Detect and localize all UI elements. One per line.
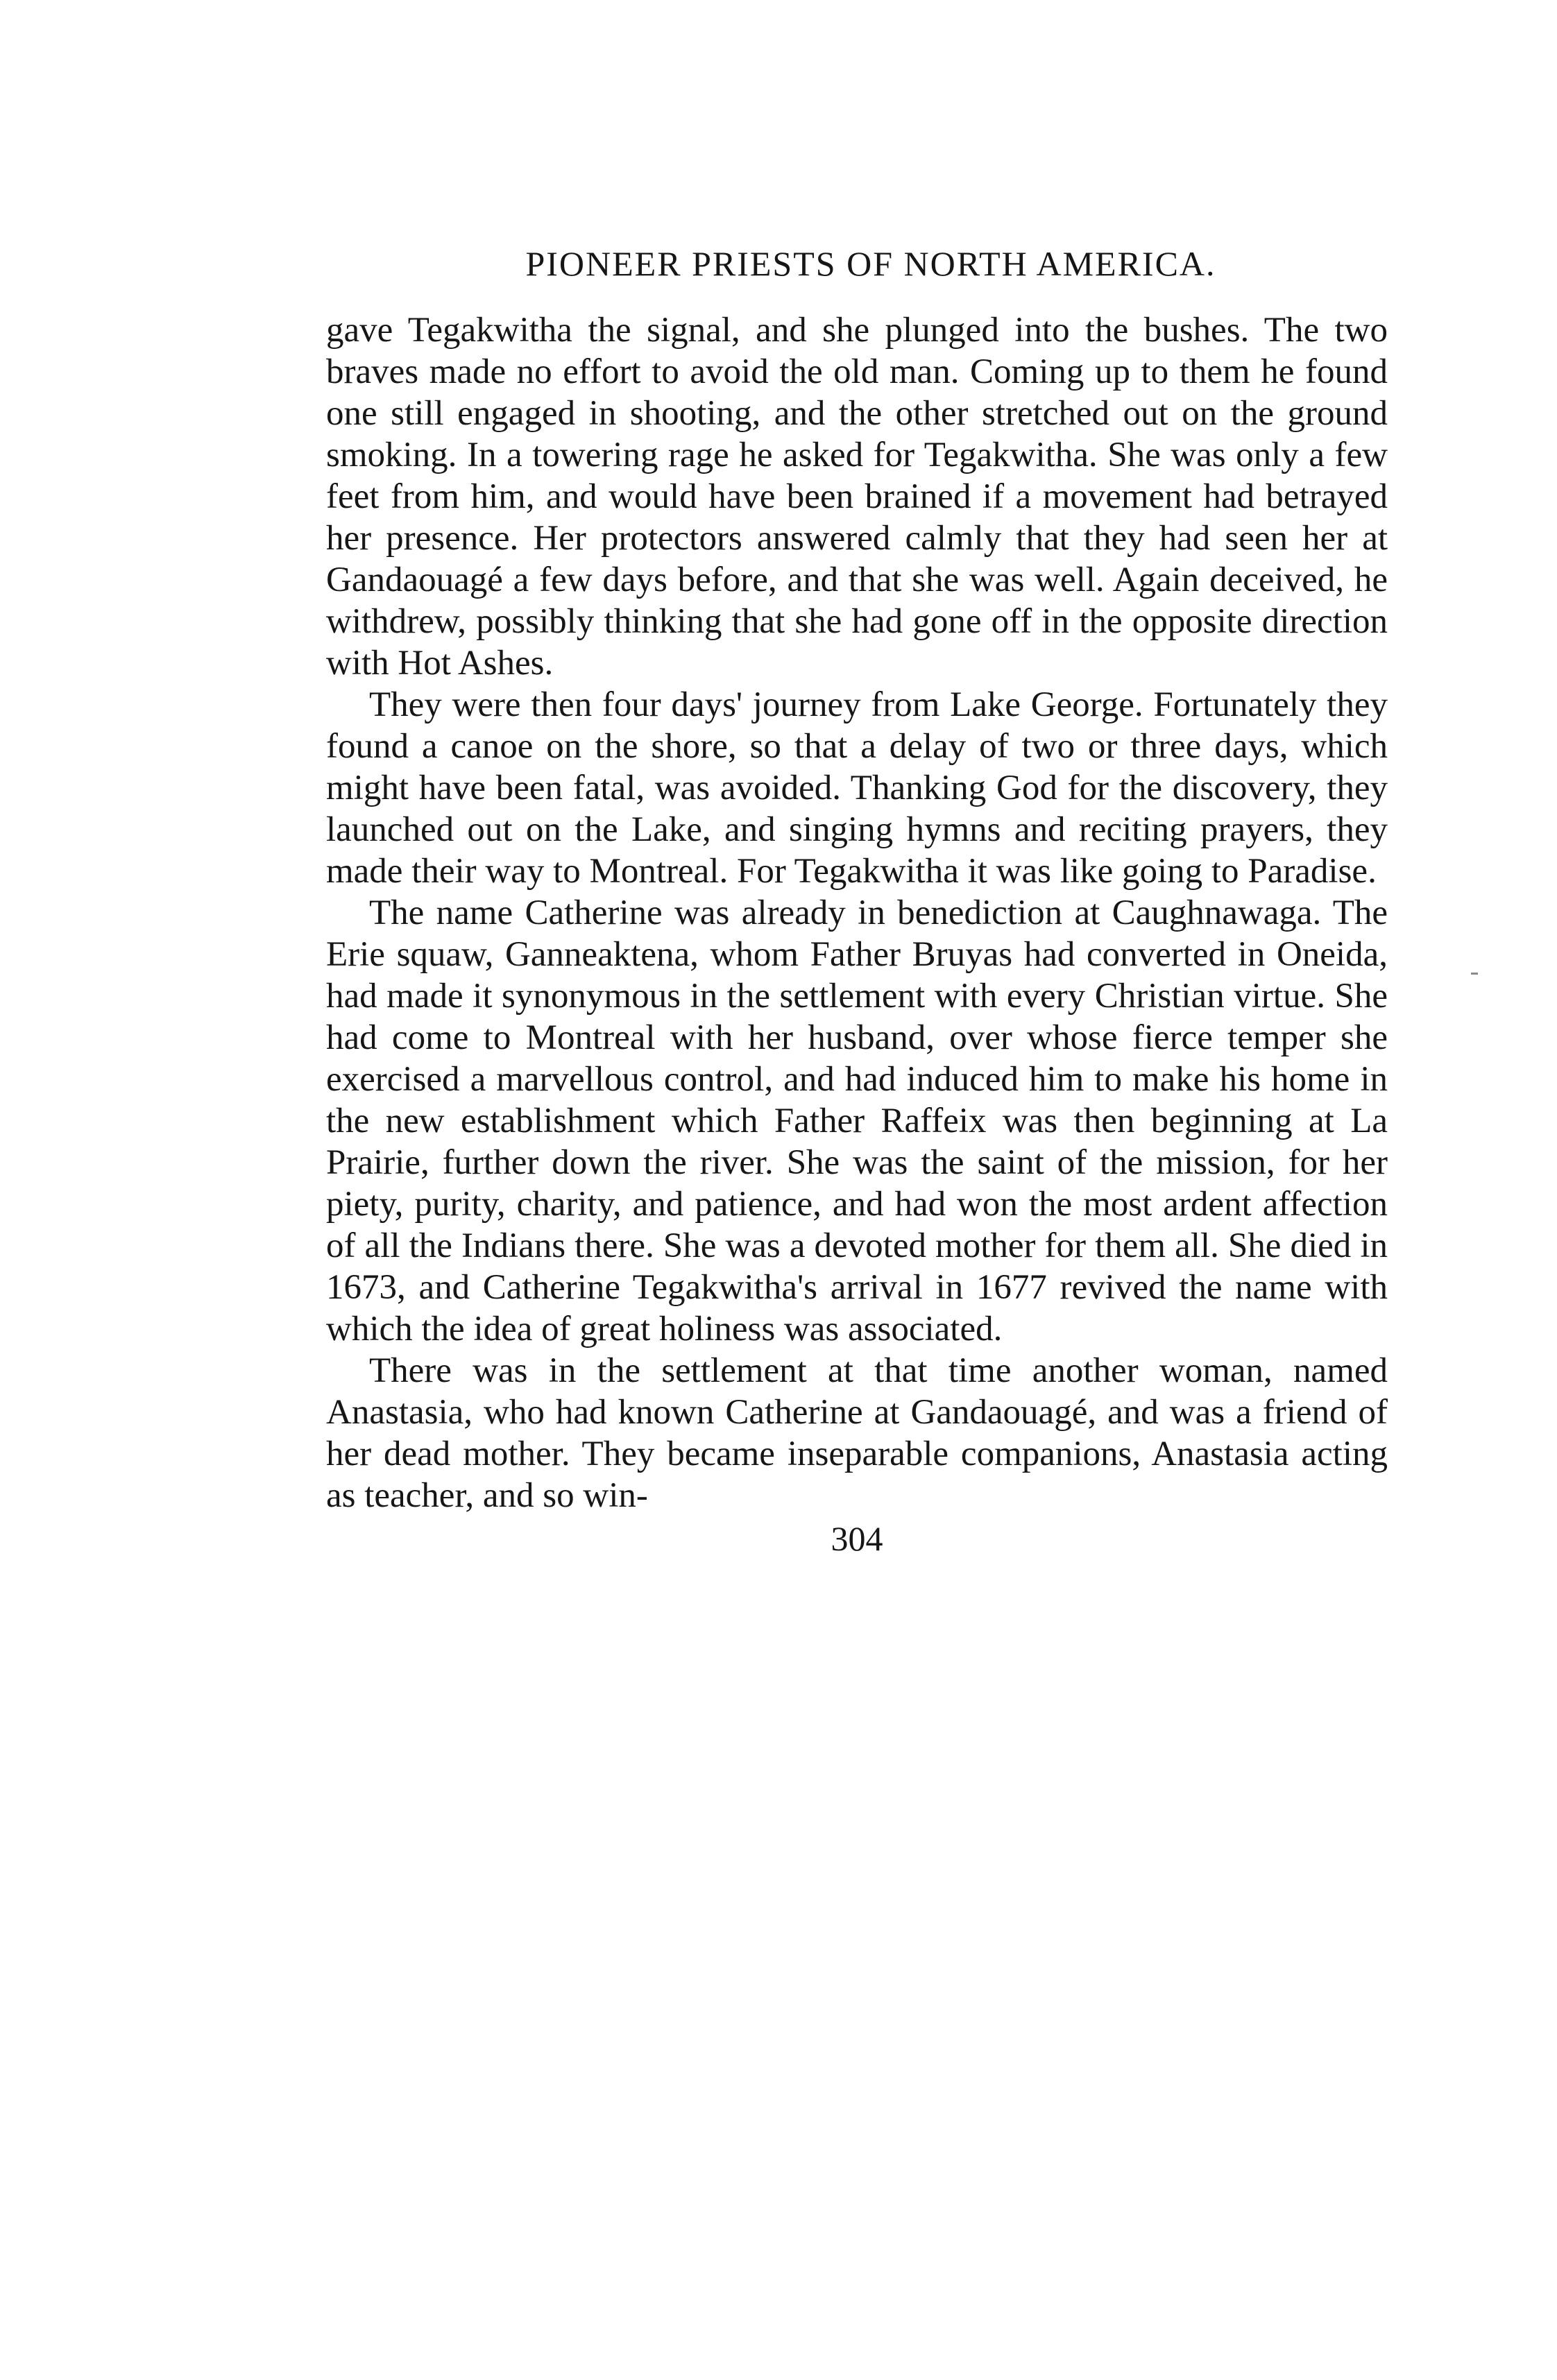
- paragraph-journey: They were then four days' journey from Lake George. Fortunately they found a canoe on the shore, so that a delay of two or three days, which might have been fatal, was avoided. Thanking God for the discovery, they launched out on the Lake, and singing hymns and reciting prayers, they made their way to Montreal. For Tegakwitha it was like going to Paradise.: [326, 685, 1388, 891]
- scan-artifact-mark: [1471, 973, 1478, 975]
- book-page: [326, 243, 1388, 1559]
- body-text: [326, 309, 1388, 1516]
- paragraph-continuation: gave Tegakwitha the signal, and she plunged into the bushes. The two braves made no effort to avoid the old man. Coming up to them he found one still engaged in shooting, and the other stretched out on the ground smoking. In a towering rage he asked for Tegakwitha. She was only a few feet from him, and would have been brained if a movement had betrayed her presence. Her protectors answered calmly that they had seen her at Gandaouagé a few days before, and that she was well. Again deceived, he withdrew, possibly thinking that she had gone off in the opposite direction with Hot Ashes.: [326, 311, 1388, 683]
- page-number: 304: [831, 1519, 883, 1558]
- running-head: PIONEER PRIESTS OF NORTH AMERICA.: [525, 244, 1216, 283]
- paragraph-anastasia: There was in the settlement at that time another woman, named Anastasia, who had known Catherine at Gandaouagé, and was a friend of her dead mother. They became inseparable companions, Anastasia acting as teacher, and so win-: [326, 1351, 1388, 1515]
- paragraph-catherine-name: The name Catherine was already in benediction at Caughnawaga. The Erie squaw, Ganneaktena, whom Father Bruyas had converted in Oneida, had made it synonymous in the settlement with every Christian virtue. She had come to Montreal with her husband, over whose fierce temper she exercised a marvellous control, and had induced him to make his home in the new establishment which Father Raffeix was then beginning at La Prairie, further down the river. She was the saint of the mission, for her piety, purity, charity, and patience, and had won the most ardent affection of all the Indians there. She was a devoted mother for them all. She died in 1673, and Catherine Tegakwitha's arrival in 1677 revived the name with which the idea of great holiness was associated.: [326, 893, 1388, 1349]
